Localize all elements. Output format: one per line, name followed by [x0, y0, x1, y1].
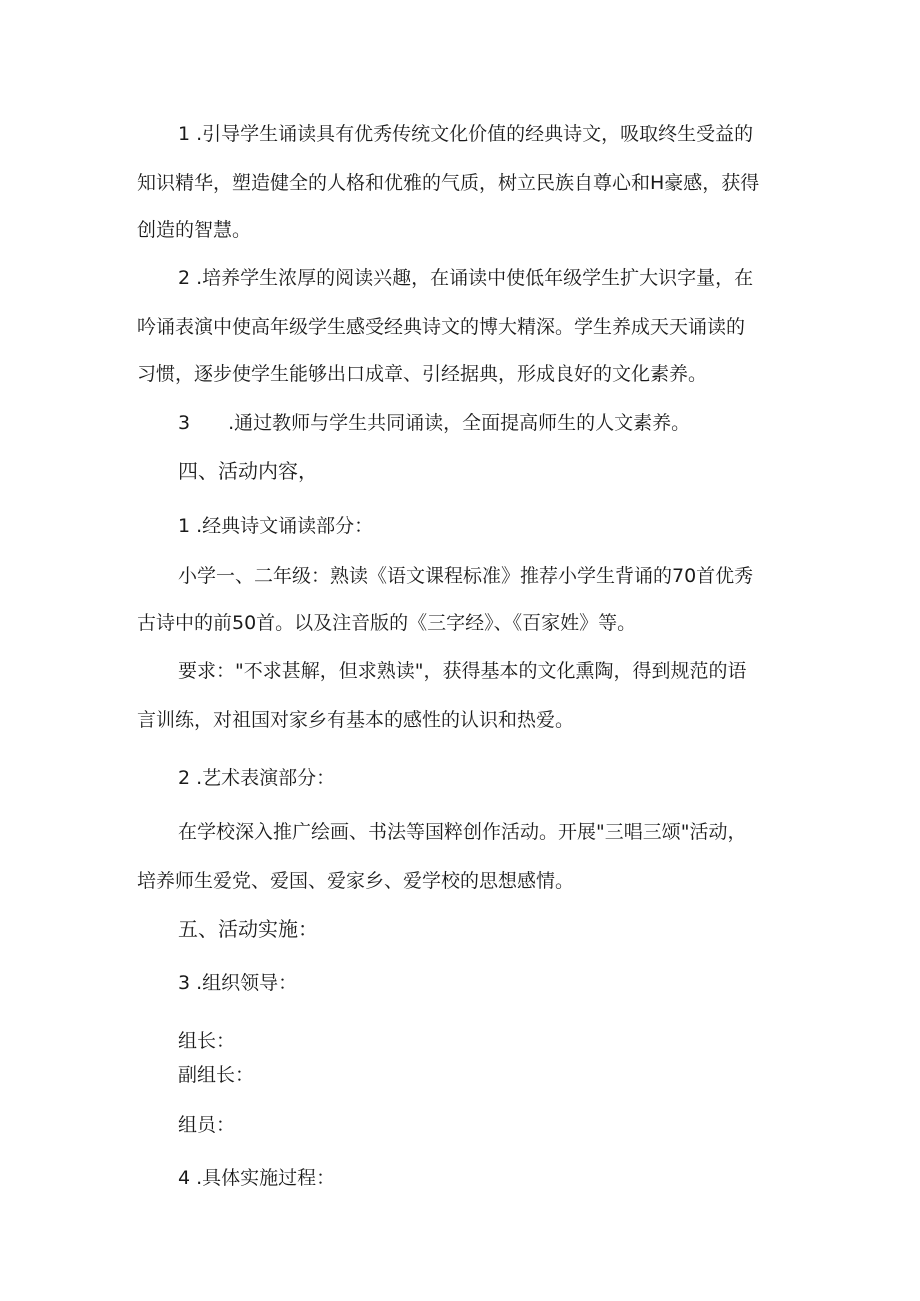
deputy-leader-label: 副组长： — [178, 1064, 255, 1086]
art-activity-line-2: 培养师生爱党、爱国、爱家乡、爱学校的思想感情。 — [137, 870, 575, 892]
requirement-line-2: 言训练，对祖国对家乡有基本的感性的认识和热爱。 — [137, 709, 575, 731]
art-activity-line-1: 在学校深入推广绘画、书法等国粹创作活动。开展"三唱三颂"活动， — [178, 821, 747, 843]
objective-1-line-3: 创造的智慧。 — [137, 219, 252, 241]
subheading-organization: 3 .组织领导： — [178, 972, 298, 994]
section-heading-activity-content: 四、活动内容， — [178, 459, 318, 483]
objective-2-line-2: 吟诵表演中使高年级学生感受经典诗文的博大精深。学生养成天天诵读的 — [137, 316, 746, 338]
objective-1-line-1: 1 .引导学生诵读具有优秀传统文化价值的经典诗文，吸取终生受益的 — [178, 123, 754, 145]
subheading-art-performance: 2 .艺术表演部分： — [178, 767, 336, 789]
objective-3-line-1: 3 .通过教师与学生共同诵读，全面提高师生的人文素养。 — [178, 412, 691, 434]
grade-1-2-line-1: 小学一、二年级：熟读《语文课程标准》推荐小学生背诵的70首优秀 — [178, 565, 754, 587]
subheading-classic-reading: 1 .经典诗文诵读部分： — [178, 515, 374, 537]
section-heading-activity-implementation: 五、活动实施： — [178, 917, 318, 941]
members-label: 组员： — [178, 1114, 236, 1136]
subheading-implementation-process: 4 .具体实施过程： — [178, 1167, 336, 1189]
objective-1-line-2: 知识精华，塑造健全的人格和优雅的气质，树立民族自尊心和H豪感，获得 — [137, 172, 760, 194]
team-leader-label: 组长： — [178, 1030, 236, 1052]
grade-1-2-line-2: 古诗中的前50首。以及注音版的《三字经》、《百家姓》等。 — [137, 612, 637, 634]
objective-2-line-3: 习惯，逐步使学生能够出口成章、引经据典，形成良好的文化素养。 — [137, 363, 708, 385]
objective-2-line-1: 2 .培养学生浓厚的阅读兴趣，在诵读中使低年级学生扩大识字量，在 — [178, 267, 754, 289]
requirement-line-1: 要求："不求甚解，但求熟读"，获得基本的文化熏陶，得到规范的语 — [178, 660, 747, 682]
